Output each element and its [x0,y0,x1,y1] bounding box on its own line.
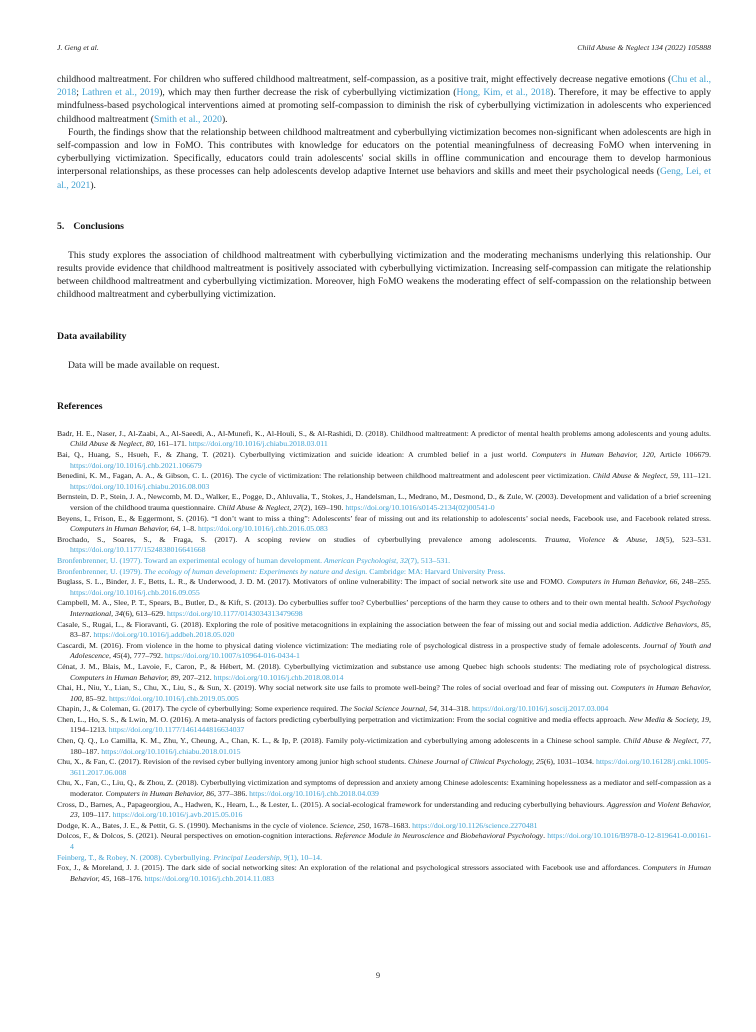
doi-link[interactable]: https://doi.org/10.1016/j.chb.2021.106679 [70,460,202,470]
doi-link[interactable]: https://doi.org/10.1177/1461444816634037 [108,725,245,735]
journal-title-italic: Child Abuse & Neglect, 27 [217,503,302,512]
text-run: , Article 106679. [653,450,711,460]
journal-title-italic: Child Abuse & Neglect, 59 [592,471,679,481]
text-run: Fox, J., & Moreland, J. J. (2015). The dark side of social networking sites: An exploration of the relational and psychological stressors associated with Facebook use and affordances. [57,863,643,873]
text-run: , 109–117. [77,810,113,820]
reference-entry [57,715,711,736]
section-title: Conclusions [73,220,124,232]
doi-link[interactable]: https://doi.org/10.1016/j.chb.2014.11.083 [144,873,275,883]
text-run: , 168–176. [109,873,145,883]
text-run: ). [221,113,228,125]
text-run: (6), 1031–1034. [543,757,596,767]
text-run: Chu, X., Fan, C., Liu, Q., & Zhou, Z. (2018). Cyberbullying victimization and symptoms of depression and anxiety among Chinese adolescents: Examining hopelessness as a mediator and self-compassion as a moderator. [57,778,711,799]
text-run: Chai, H., Niu, Y., Lian, S., Chu, X., Liu, S., & Sun, X. (2019). Why social network site use fails to promote well-being? The roles of social overload and fear of missing out. [57,683,611,693]
text-run: Feinberg, T., & Robey, N. (2008). Cyberbullying. [57,852,214,862]
text-run: , 1194–1213. [70,714,711,735]
reference-entry [57,577,711,598]
text-run: ; [76,87,83,99]
text-run: childhood maltreatment. For children who suffered childhood maltreatment, self-compassion, as a positive trait, might effectively decrease negative emotions ( [57,74,672,85]
text-run: (7), 513–531. [407,555,451,565]
page-header [57,43,711,52]
doi-link[interactable]: https://doi.org/10.1016/j.addbeh.2018.05.020 [93,630,235,640]
running-head-authors: J. Geng et al. [57,43,99,52]
text-run: , 83–87. [70,619,711,640]
doi-link[interactable]: https://doi.org/10.1016/j.chb.2019.05.005 [109,693,239,703]
text-run: Casale, S., Rugai, L., & Fioravanti, G. (2018). Exploring the role of positive metacognitions in explaining the association between the fear of missing out and social media addiction. [57,619,634,629]
journal-title-italic: Reference Module in Neuroscience and Biobehavioral Psychology [334,831,544,841]
text-run: Dolcos, F., & Dolcos, S. (2021). Neural perspectives on emotion-cognition interactions. [57,831,335,841]
text-run: Cross, D., Barnes, A., Papageorgiou, A., Hadwen, K., Hearn, L., & Lester, L. (2015). A social-ecological framework for understanding and reducing cyberbullying behaviours. [57,799,607,809]
doi-link[interactable]: https://doi.org/10.1016/B978-0-12-819641-0.00161-4 [70,831,711,851]
reference-entry [57,598,711,619]
text-run: (4), 777–792. [120,651,165,661]
journal-title-italic: Journal of Youth and Adolescence, 45 [70,640,711,661]
text-run: Chu, X., & Fan, C. (2017). Revision of the revised cyber bullying inventory among junior high school students. [57,757,409,767]
text-run: (6), 613–629. [122,608,168,618]
journal-title-italic: Addictive Behaviors, 85 [633,619,710,629]
text-run: , 1–8. [178,524,199,534]
text-run: Chen, Q. Q., Lo Camilla, K. M., Zhu, Y., Cheung, A., Chan, K. L., & Ip, P. (2018). Family poly-victimization and cyberbullying among adolescents in a Chinese school sample. [57,736,624,746]
text-run: ). [90,179,96,191]
doi-link[interactable]: https://doi.org/10.1016/j.avb.2015.05.016 [112,810,243,820]
text-run: , 161–171. [153,439,189,449]
text-run: Beyens, I., Frison, E., & Eggermont, S. (2016). “I don’t want to miss a thing”: Adolescents’ fear of missing out and its relationship to adolescents’ social needs, Facebook use, and Facebook related stress. [57,513,711,523]
reference-entry [57,429,711,450]
reference-entry [57,535,711,556]
journal-title-italic: The ecology of human development: Experiments by nature and design. [144,566,368,576]
journal-title-italic: American Psychologist, 32 [324,555,408,565]
text-run: (1), 10–14. [287,852,323,862]
reference-entry [57,567,711,578]
text-run: Badr, H. E., Naser, J., Al-Zaabi, A., Al-Saeedi, A., Al-Munefi, K., Al-Houli, S., & Al-Rashidi, D. (2018). Childhood maltreatment: A predictor of mental health problems among adolescents and young adults. [57,428,711,438]
reference-entry [57,662,711,683]
running-head-journal: Child Abuse & Neglect 134 (2022) 105888 [577,43,711,52]
section-heading-conclusions [57,221,711,232]
journal-title-italic: Child Abuse & Neglect, 80 [70,439,154,449]
text-run: Fourth, the findings show that the relationship between childhood maltreatment and cyberbullying victimization becomes non-significant when adolescents are high in self-compassion and low in FoMO. This contributes with knowledge for educators on the potential meaningfulness of decreasing FoMO when intervening in cyberbullying victimization. Specifically, educators could train adolescents' social skills in offline communication and encourage them to develop harmonious interpersonal relationships, as these processes can help adolescents develop adaptive Internet use behaviors and skills and meet their psychological needs ( [57,126,711,178]
journal-title-italic: Computers in Human Behavior, 86 [105,789,215,799]
text-run: Cénat, J. M., Blais, M., Lavoie, F., Caron, P., & Hébert, M. (2018). Cyberbullying victimization and substance use among Quebec high schools students: The mediating role of psychological distress. [57,661,711,671]
journal-title-italic: The Social Science Journal, 54 [340,704,437,714]
reference-entry [57,736,711,757]
text-run: , 248–255. [677,577,711,587]
doi-link[interactable]: https://doi.org/10.1016/j.soscij.2017.03.004 [471,704,609,714]
text-run: , 85–92. [81,693,109,703]
citation-link[interactable]: Lathren et al., 2019 [82,87,160,99]
doi-link[interactable]: https://doi.org/10.1016/j.chb.2016.09.055 [70,587,200,597]
doi-link[interactable]: https://doi.org/10.1016/j.chiabu.2016.08.003 [70,481,210,491]
text-run: Cambridge: MA: Harvard University Press. [367,566,506,576]
text-run: Data will be made available on request. [68,359,220,371]
citation-link[interactable]: Geng, Lei, et al., 2021 [57,166,711,191]
reference-entry [57,853,711,864]
reference-entry [57,831,711,852]
text-run: Bronfenbrenner, U. (1977). Toward an experimental ecology of human development. [57,555,325,565]
journal-title-italic: Trauma, Violence & Abuse, 18 [544,534,663,544]
text-run: Campbell, M. A., Slee, P. T., Spears, B., Butler, D., & Kift, S. (2013). Do cyberbullies suffer too? Cyberbullies’ perceptions of the harm they cause to others and to their own mental health. [57,598,652,608]
text-run: (2), 169–190. [301,503,346,512]
page-footer [0,970,756,980]
doi-link[interactable]: https://doi.org/10.1016/j.chiabu.2018.01.015 [101,746,241,756]
reference-entry [57,800,711,821]
text-run: Bernstein, D. P., Stein, J. A., Newcomb, M. D., Walker, E., Pogge, D., Ahluvalia, T., Stokes, J., Handelsman, L., Medrano, M., Desmond, D., & Zule, W. (2003). Development and validation of a brief screening version of the childhood trauma questionnaire. [57,492,711,512]
reference-entry [57,683,711,704]
journal-title-italic: School Psychology International, 34 [70,598,711,618]
citation-link[interactable]: Smith et al., 2020 [153,113,222,125]
text-run: Benedini, K. M., Fagan, A. A., & Gibson, C. L. (2016). The cycle of victimization: The relationship between childhood maltreatment and adolescent peer victimization. [57,471,593,481]
paragraph [57,126,711,192]
text-run: Buglass, S. L., Binder, J. F., Betts, L. R., & Underwood, J. D. M. (2017). Motivators of online vulnerability: The impact of social network site use and FOMO. [57,577,568,587]
text-run: Bronfenbrenner, U. (1979). [57,566,145,576]
journal-title-italic: Principal Leadership, 9 [213,852,288,862]
text-run: (5), 523–531. [663,534,711,544]
doi-link[interactable]: https://doi.org/10.1007/s10964-016-0434-1 [164,651,300,661]
journal-title-italic: Chinese Journal of Clinical Psychology, 25 [408,757,544,767]
doi-link[interactable]: https://doi.org/10.1016/j.chb.2016.05.083 [198,524,328,534]
reference-entry [57,556,711,567]
text-run: Dodge, K. A., Bates, J. E., & Pettit, G. S. (1990). Mechanisms in the cycle of violence. [57,820,330,830]
reference-entry [57,757,711,778]
conclusions-text [57,249,711,302]
reference-entry [57,821,711,832]
section-heading-references: References [57,400,103,412]
text-run: , 207–212. [178,672,214,682]
text-run: Chapin, J., & Coleman, G. (2017). The cycle of cyberbullying: Some experience required. [57,704,341,714]
reference-entry [57,492,711,513]
text-run: , 180–187. [70,736,711,756]
text-run: , 1678–1683. [369,820,413,830]
journal-title-italic: Child Abuse & Neglect, 77 [623,736,710,746]
text-run: ). Therefore, it may be effective to apply mindfulness-based psychological interventions aimed at promoting self-compassion to diminish the risk of cyberbullying victimization in adolescents who experienced childhood maltreatment ( [57,87,712,125]
reference-entry [57,641,711,662]
doi-link[interactable]: https://doi.org/10.16128/j.cnki.1005-3611.2017.06.008 [70,757,712,777]
text-run: , 314–318. [436,704,472,714]
text-run: Bai, Q., Huang, S., Hsueh, F., & Zhang, T. (2021). Cyberbullying victimization and suicide ideation: A crumbled belief in a just world. [57,450,532,460]
journal-title-italic: Computers in Human Behavior, 64 [70,524,179,534]
journal-title-italic: Computers in Human Behavior, 120 [531,450,654,460]
journal-title-italic: Computers in Human Behavior, 66 [567,577,678,587]
paragraph [57,73,711,126]
doi-link[interactable]: https://doi.org/10.1016/j.chiabu.2018.03.011 [188,439,328,449]
journal-title-italic: Science, 250 [329,820,370,830]
journal-title-italic: Computers in Human Behavior, 45 [70,863,711,883]
section-heading-data-availability: Data availability [57,330,127,342]
data-availability-text [57,359,711,372]
discussion-continuation-text [57,73,711,192]
section-number: 5. [57,220,65,232]
paragraph [57,359,711,372]
journal-title-italic: Aggression and Violent Behavior, 23 [70,799,711,820]
doi-link[interactable]: https://doi.org/10.1177/0143034313479698 [167,608,303,618]
doi-link[interactable]: https://doi.org/10.1016/s0145-2134(02)00541-0 [345,503,495,512]
citation-link[interactable]: Chu et al., 2018 [57,74,711,99]
reference-entry [57,620,711,641]
journal-title-italic: New Media & Society, 19 [628,714,710,724]
doi-link[interactable]: https://doi.org/10.1177/1524838016641668 [70,545,206,555]
citation-link[interactable]: Hong, Kim, et al., 2018 [456,87,551,99]
reference-entry [57,471,711,492]
page-number: 9 [375,970,381,980]
text-run: . [543,831,548,841]
text-run: Brochado, S., Soares, S., & Fraga, S. (2017). A scoping review on studies of cyberbullying prevalence among adolescents. [57,534,545,544]
doi-link[interactable]: https://doi.org/10.1016/j.chb.2018.04.039 [249,789,379,799]
reference-entry [57,778,711,799]
text-run: , 111–121. [678,471,711,481]
references-list [57,429,711,885]
text-run: Chen, L., Ho, S. S., & Lwin, M. O. (2016). A meta-analysis of factors predicting cyberbullying perpetration and victimization: From the social cognitive and media effects approach. [57,714,629,724]
doi-link[interactable]: https://doi.org/10.1016/j.chb.2018.08.014 [213,672,344,682]
text-run: This study explores the association of childhood maltreatment with cyberbullying victimization and the moderating mechanisms underlying this relationship. Our results provide evidence that childhood maltreatment is positively associated with cyberbullying victimization. Increasing self-compassion can mitigate the relationship between childhood maltreatment and cyberbullying victimization. Moreover, high FoMO weakens the moderating effect of self-compassion on the relationship between childhood maltreatment and cyberbullying victimization. [57,249,711,301]
reference-entry [57,704,711,715]
paragraph [57,249,711,302]
journal-title-italic: Computers in Human Behavior, 100 [70,683,711,703]
doi-link[interactable]: https://doi.org/10.1126/science.2270481 [412,820,538,830]
text-run: , 377–386. [214,789,250,799]
reference-entry [57,863,711,884]
text-run: ), which may then further decrease the risk of cyberbullying victimization ( [159,87,457,99]
reference-entry [57,514,711,535]
text-run: Cascardi, M. (2016). From violence in the home to physical dating violence victimization: The mediating role of psychological distress in a prospective study of female adolescents. [57,640,644,650]
journal-title-italic: Computers in Human Behavior, 89 [70,672,179,682]
reference-entry [57,450,711,471]
